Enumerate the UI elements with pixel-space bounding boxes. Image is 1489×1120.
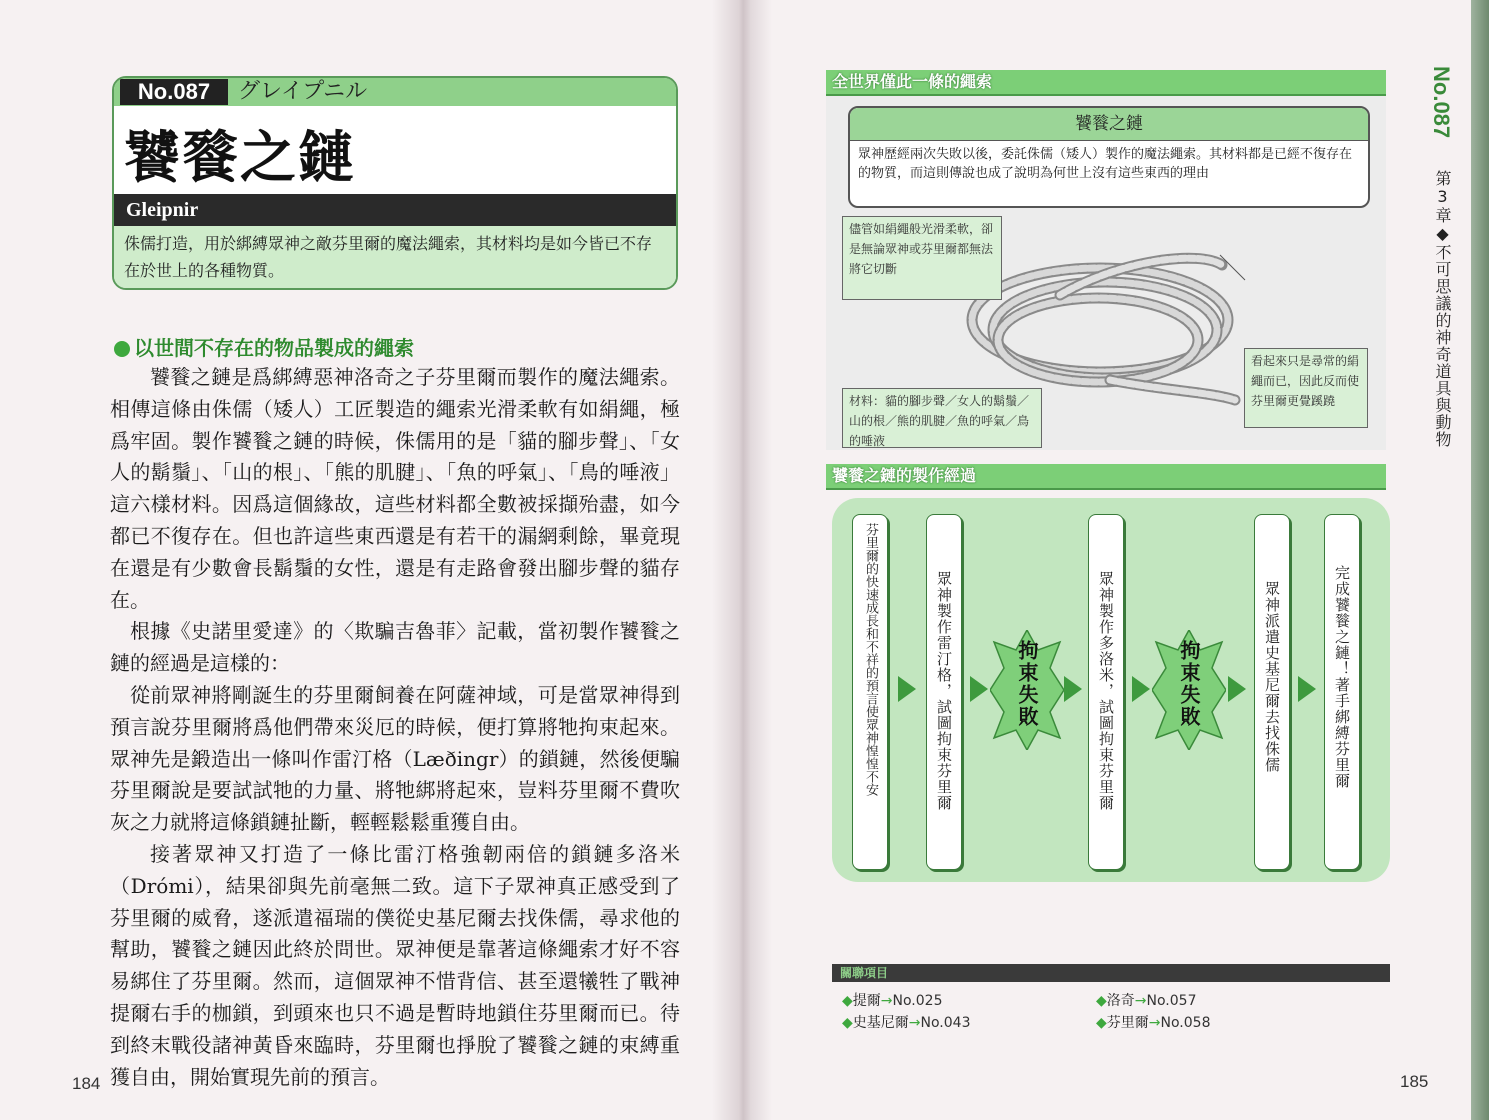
related-name: 芬里爾 bbox=[1106, 1015, 1149, 1031]
arrow-icon: → bbox=[1134, 993, 1147, 1009]
section-heading bbox=[114, 332, 414, 361]
english-title: Gleipnir bbox=[126, 199, 199, 221]
diamond-icon: ◆ bbox=[1096, 993, 1107, 1009]
related-bar bbox=[832, 964, 1390, 982]
page-edge bbox=[1471, 0, 1489, 1120]
rope-box-desc: 眾神歷經兩次失敗以後，委託侏儒（矮人）製作的魔法繩索。其材料都是已經不復存在的物質，而這則傳說也成了說明為何世上沒有這些東西的理由 bbox=[858, 147, 1353, 181]
chapter-side-tab bbox=[1424, 66, 1460, 986]
paragraph: 根據《史諾里愛達》的〈欺騙吉魯菲〉記載，當初製作饕餮之鏈的經過是這樣的： bbox=[110, 619, 680, 676]
section-bar bbox=[826, 70, 1386, 96]
entry-number: No.087 bbox=[120, 79, 228, 105]
flow-arrow-icon bbox=[1298, 676, 1316, 702]
note-materials: 材料：貓的腳步聲／女人的鬍鬚／山的根／熊的肌腱／魚的呼氣／鳥的唾液 bbox=[842, 388, 1042, 448]
diamond-icon: ◆ bbox=[1096, 1015, 1107, 1031]
flow-arrow-icon bbox=[970, 676, 988, 702]
body-text bbox=[110, 362, 680, 1093]
flow-step-text: 眾神製作雷汀格，試圖拘束芬里爾 bbox=[935, 571, 953, 811]
flow-step-text: 眾神派遣史基尼爾去找侏儒 bbox=[1263, 581, 1281, 773]
rope-info-box bbox=[848, 106, 1370, 208]
diamond-icon: ◆ bbox=[842, 993, 853, 1009]
english-strip bbox=[114, 194, 676, 226]
flow-step bbox=[1254, 514, 1290, 870]
rope-box-title: 饕餮之鏈 bbox=[850, 108, 1368, 141]
fail-burst bbox=[1152, 630, 1226, 750]
flow-step-text: 芬里爾的快速成長和不祥的預言使眾神惶惶不安 bbox=[863, 523, 878, 796]
side-chapter: 第3章◆不可思議的神奇道具與動物 bbox=[1433, 170, 1452, 448]
flow-arrow-icon bbox=[898, 676, 916, 702]
related-name: 洛奇 bbox=[1106, 993, 1135, 1009]
section-bar-title: 全世界僅此一條的繩索 bbox=[832, 72, 993, 91]
section-heading-text: 以世間不存在的物品製成的繩索 bbox=[134, 336, 414, 360]
note-soft: 儘管如絹繩般光滑柔軟，卻是無論眾神或芬里爾都無法將它切斷 bbox=[842, 216, 1002, 300]
flow-step bbox=[1324, 514, 1360, 870]
flow-arrow-icon bbox=[1064, 676, 1082, 702]
paragraph: 接著眾神又打造了一條比雷汀格強韌兩倍的鎖鏈多洛米（Drómi），結果卻與先前毫無二致。這下子眾神真正感受到了芬里爾的威脅，遂派遣福瑞的僕從史基尼爾去找侏儒，尋求他的幫助，饕餮之鏈因此終於問世。眾神便是靠著這條繩索才好不容易綁住了芬里爾。然而，這個眾神不惜背信、甚至還犧牲了戰神提爾右手的枷鎖，到頭來也只不過是暫時地鎖住芬里爾而已。待到終末戰役諸神黃昏來臨時，芬里爾也掙脫了饕餮之鏈的束縛重獲自由，開始實現先前的預言。 bbox=[110, 841, 680, 1089]
flow-arrow-icon bbox=[1228, 676, 1246, 702]
section-bar-title: 饕餮之鏈的製作經過 bbox=[832, 466, 977, 485]
number-strip bbox=[114, 78, 676, 106]
related-name: 提爾 bbox=[852, 993, 881, 1009]
book-gutter bbox=[712, 0, 772, 1120]
related-item[interactable] bbox=[1096, 990, 1196, 1010]
related-ref: No.025 bbox=[892, 993, 943, 1009]
flow-step bbox=[852, 514, 888, 870]
related-ref: No.043 bbox=[920, 1015, 971, 1031]
related-ref: No.058 bbox=[1160, 1015, 1211, 1031]
related-item[interactable] bbox=[842, 1012, 970, 1032]
note-ordinary: 看起來只是尋常的絹繩而已，因此反而使芬里爾更覺蹊蹺 bbox=[1244, 348, 1368, 428]
page-number-left: 184 bbox=[72, 1074, 101, 1093]
flow-step bbox=[926, 514, 962, 870]
entry-header bbox=[112, 76, 678, 290]
related-item[interactable] bbox=[842, 990, 942, 1010]
diamond-icon: ◆ bbox=[842, 1015, 853, 1031]
flow-step-text: 眾神製作多洛米，試圖拘束芬里爾 bbox=[1097, 571, 1115, 811]
paragraph: 饕餮之鏈是爲綁縛惡神洛奇之子芬里爾而製作的魔法繩索。相傳這條由侏儒（矮人）工匠製造的繩索光滑柔軟有如絹繩，極爲牢固。製作饕餮之鏈的時候，侏儒用的是「貓的腳步聲」、「女人的鬍鬚」、「山的根」、「熊的肌腱」、「魚的呼氣」、「鳥的唾液」這六樣材料。因爲這個緣故，這些材料都全數被採擷殆盡，如今都已不復存在。但也許這些東西還是有若干的漏網剩餘，畢竟現在還是有少數會長鬍鬚的女性，還是有走路會發出腳步聲的貓存在。 bbox=[110, 365, 680, 612]
fail-text: 拘束失敗 bbox=[1015, 640, 1039, 728]
related-ref: No.057 bbox=[1146, 993, 1197, 1009]
fail-text: 拘束失敗 bbox=[1177, 640, 1201, 728]
related-title: 關聯項目 bbox=[840, 966, 889, 980]
arrow-icon: → bbox=[1148, 1015, 1161, 1031]
related-name: 史基尼爾 bbox=[852, 1015, 909, 1031]
summary: 侏儒打造，用於綁縛眾神之敵芬里爾的魔法繩索，其材料均是如今皆已不存在於世上的各種物質。 bbox=[114, 226, 676, 288]
flow-step-text: 完成饕餮之鏈！著手綁縛芬里爾 bbox=[1333, 565, 1351, 789]
page-number-right: 185 bbox=[1400, 1072, 1429, 1091]
arrow-icon: → bbox=[908, 1015, 921, 1031]
bullet-icon bbox=[114, 341, 130, 357]
katakana-name: グレイプニル bbox=[238, 79, 368, 104]
related-item[interactable] bbox=[1096, 1012, 1210, 1032]
arrow-icon: → bbox=[880, 993, 893, 1009]
page-title: 饕餮之鏈 bbox=[124, 125, 356, 191]
flow-step bbox=[1088, 514, 1124, 870]
section-bar bbox=[826, 464, 1386, 490]
flow-arrow-icon bbox=[1132, 676, 1150, 702]
fail-burst bbox=[990, 630, 1064, 750]
paragraph: 從前眾神將剛誕生的芬里爾飼養在阿薩神域，可是當眾神得到預言說芬里爾將爲他們帶來災厄的時候，便打算將牠拘束起來。眾神先是鍛造出一條叫作雷汀格（Læðingr）的鎖鏈，然後便騙芬里爾說是要試試牠的力量、將牠綁將起來，豈料芬里爾不費吹灰之力就將這條鎖鏈扯斷，輕輕鬆鬆重獲自由。 bbox=[110, 682, 680, 835]
side-number: No.087 bbox=[1429, 66, 1454, 139]
